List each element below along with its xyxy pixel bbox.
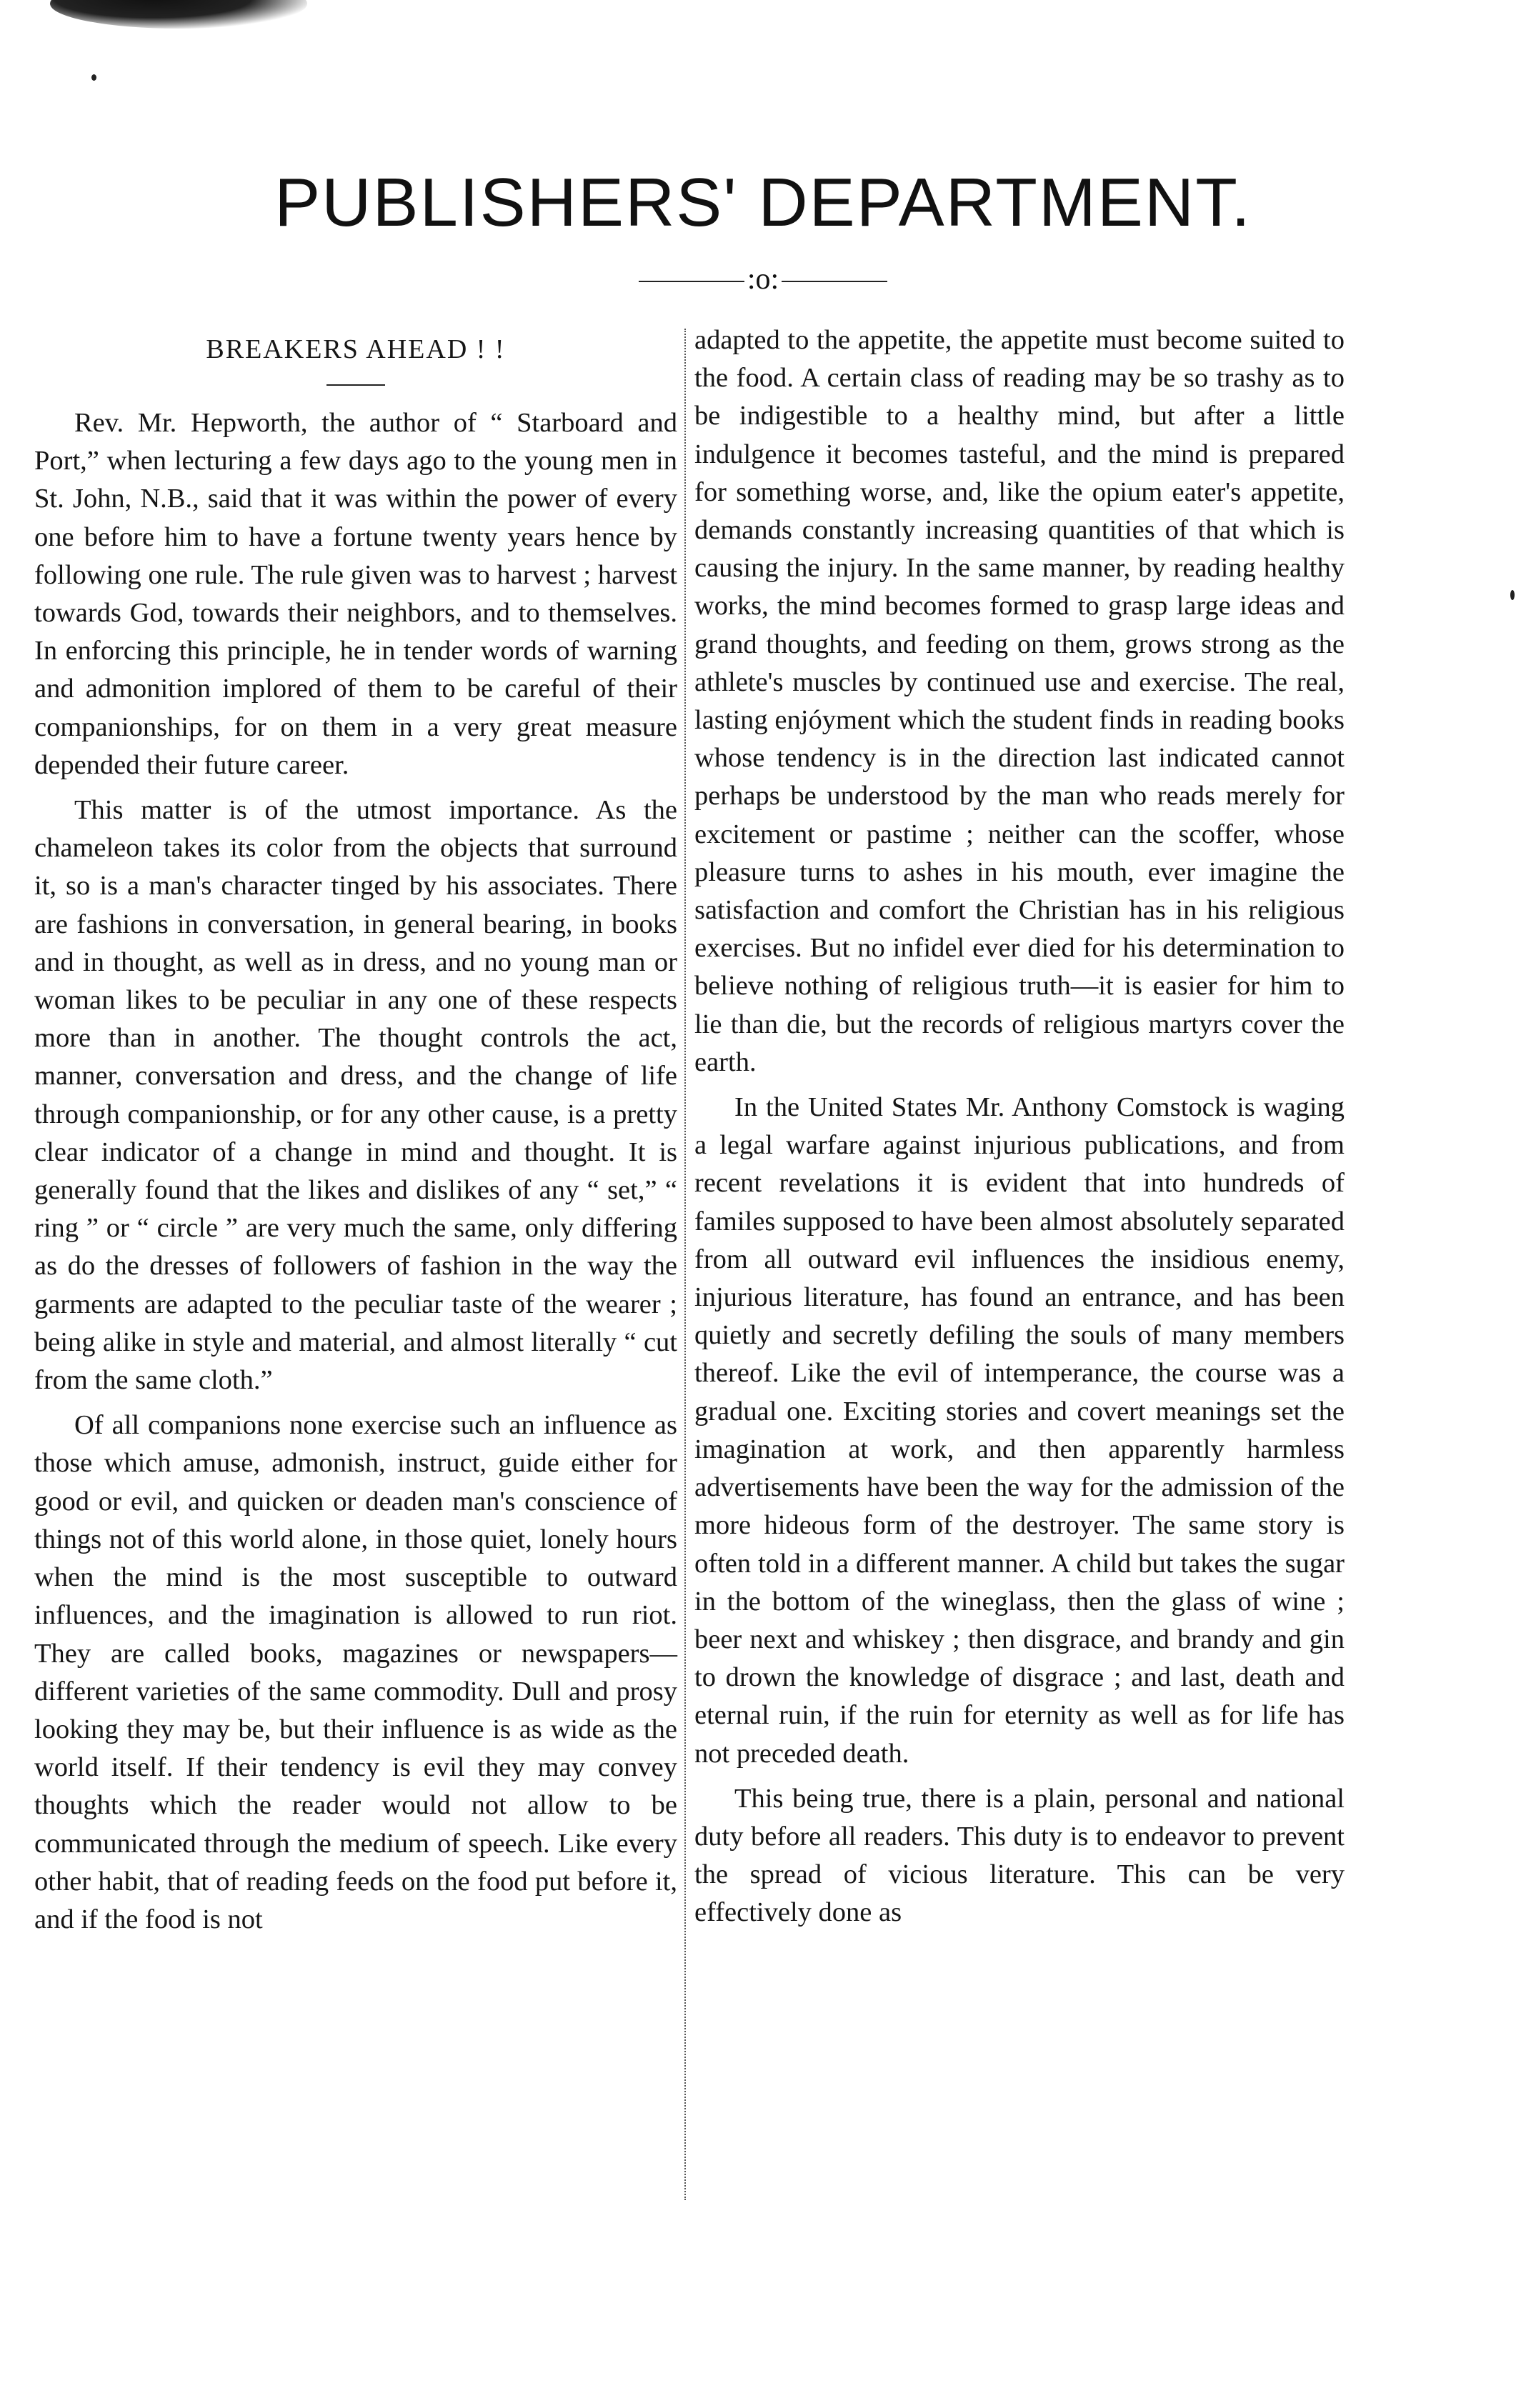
paragraph: This being true, there is a plain, personal and national duty before all readers. This duty is to endeavor to prevent the spread of vicious literature. This can be very effectively done as (694, 1783, 1345, 1928)
heading-rule (326, 384, 385, 386)
section-ornament (0, 264, 1526, 294)
left-column (34, 321, 677, 1939)
paragraph-continuation: adapted to the appetite, the appetite must become suited to the food. A certain class of reading may be so trashy as to be indigestible to a healthy mind, but after a little indulgence it becomes tasteful, and the mind is prepared for something worse, and, like the opium eater's appetite, demands constantly increasing quantities of that which is causing the injury. In the same manner, by reading healthy works, the mind becomes formed to grasp large ideas and grand thoughts, and feeding on them, grows strong as the athlete's muscles by continued use and exercise. The real, lasting enjóyment which the student finds in reading books whose tendency is in the direction last indicated cannot perhaps be understood by the man who reads merely for excitement or pastime ; neither can the scoffer, whose pleasure turns to ashes in his mouth, ever imagine the satisfaction and comfort the Christian has in his religious exercises. But no infidel ever died for his determination to believe nothing of religious truth—it is easier for him to lie than die, but the records of religious martyrs cover the earth. (694, 325, 1345, 1077)
article-heading: BREAKERS AHEAD ! ! (206, 334, 506, 364)
scan-speck (1510, 590, 1515, 600)
column-divider (684, 329, 686, 2200)
paragraph: Of all companions none exercise such an influence as those which amuse, admonish, instruct, guide either for good or evil, and quicken or deaden man's conscience of things not of this world alone, in those quiet, lonely hours when the mind is the most susceptible to outward influences, and the imagination is allowed to run riot. They are called books, magazines or newspapers—different varieties of the same commodity. Dull and prosy looking they may be, but their influence is as wide as the world itself. If their tendency is evil they may convey thoughts which the reader would not allow to be communicated through the medium of speech. Like every other habit, that of reading feeds on the food put before it, and if the food is not (34, 1410, 677, 1934)
ornament-rule-left (639, 281, 744, 282)
paragraph: Rev. Mr. Hepworth, the author of “ Starboard and Port,” when lecturing a few days ago to the young men in St. John, N.B., said that it was within the power of every one before him to have a fortune twenty years hence by following one rule. The rule given was to harvest ; harvest towards God, towards their neighbors, and to themselves. In enforcing this principle, he in tender words of warning and admonition implored of them to be careful of their companionships, for on them in a very great measure depended their future career. (34, 408, 677, 780)
paragraph: This matter is of the utmost importance. As the chameleon takes its color from the objects that surround it, so is a man's character tinged by his associates. There are fashions in conversation, in general bearing, in books and in thought, as well as in dress, and no young man or woman likes to be peculiar in any one of these respects more than in another. The thought controls the act, manner, conversation and dress, and the change of life through companionship, or for any other cause, is a pretty clear indicator of a change in mind and thought. It is generally found that the likes and dislikes of any “ set,” “ ring ” or “ circle ” are very much the same, only differing as do the dresses of followers of fashion in the way the garments are adapted to the peculiar taste of the wearer ; being alike in style and material, and almost literally “ cut from the same cloth.” (34, 795, 677, 1396)
right-column (694, 321, 1345, 1932)
paragraph: In the United States Mr. Anthony Comstock is waging a legal warfare against injurious publications, and from recent revelations it is evident that into hundreds of familes supposed to have been almost absolutely separated from all outward evil influences the insidious enemy, injurious literature, has found an entrance, and has been quietly and secretly defiling the souls of many members thereof. Like the evil of intemperance, the course was a gradual one. Exciting stories and covert meanings set the imagination at work, and then apparently harmless advertisements have been the way for the admission of the more hideous form of the destroyer. The same story is often told in a different manner. A child but takes the sugar in the bottom of the wineglass, then the glass of wine ; beer next and whiskey ; then disgrace, and brandy and gin to drown the knowledge of disgrace ; and last, death and eternal ruin, if the ruin for eternity as well as for life has not preceded death. (694, 1092, 1345, 1769)
page-title: PUBLISHERS' DEPARTMENT. (274, 164, 1252, 241)
ornament-mark: :o: (747, 263, 779, 296)
scan-speck (91, 74, 96, 81)
scan-blot (50, 0, 307, 29)
ornament-rule-right (782, 281, 887, 282)
